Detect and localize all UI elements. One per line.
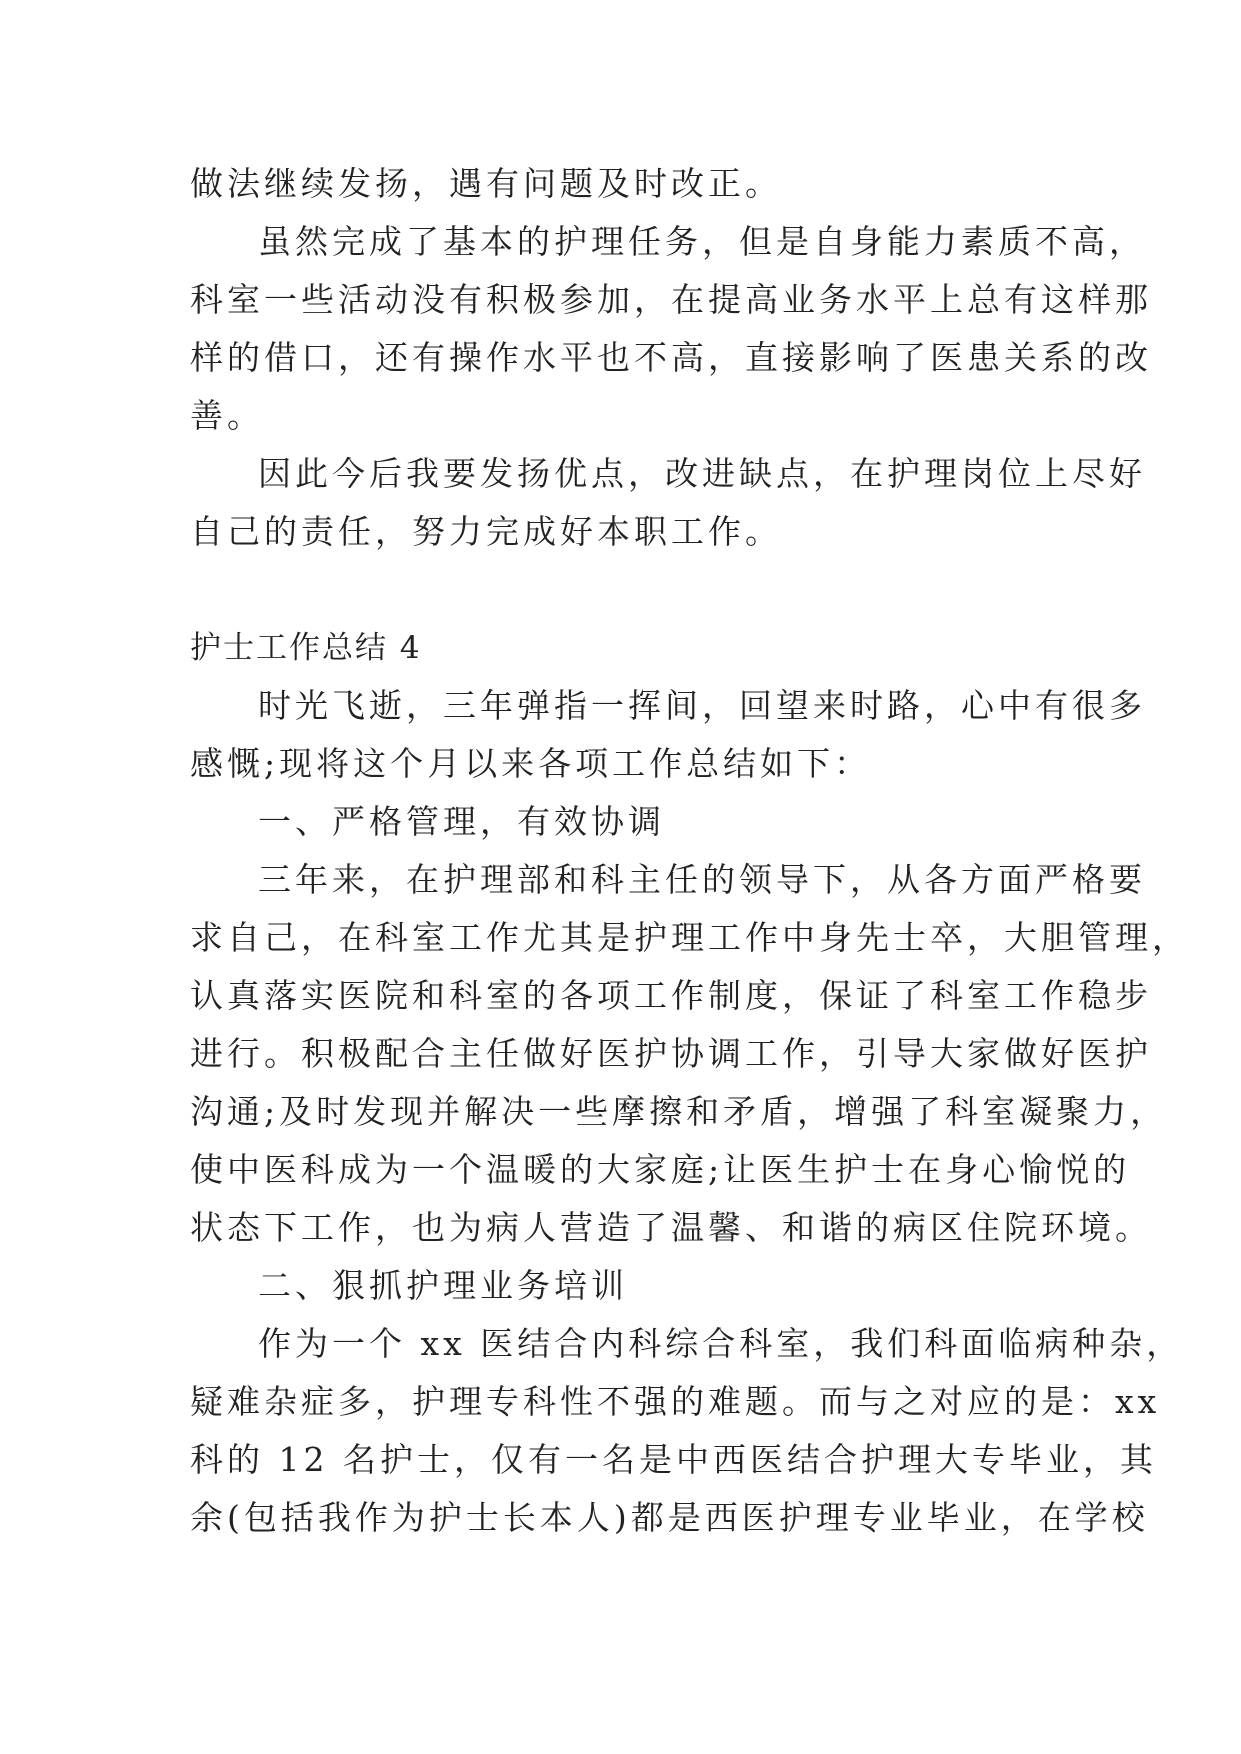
text-line: 使中医科成为一个温暖的大家庭;让医生护士在身心愉悦的 [190,1150,1131,1189]
text-line: 善。 [190,396,264,435]
text-line: 余(包括我作为护士长本人)都是西医护理专业毕业，在学校 [190,1498,1149,1537]
text-line: 认真落实医院和科室的各项工作制度，保证了科室工作稳步 [190,976,1152,1015]
paragraph-start: 因此今后我要发扬优点，改进缺点，在护理岗位上尽好 [258,454,1146,493]
text-line: 感慨;现将这个月以来各项工作总结如下： [190,744,872,783]
subheading: 一、严格管理，有效协调 [258,802,665,841]
blank-line [190,561,1070,619]
paragraph-start: 三年来，在护理部和科主任的领导下，从各方面严格要 [258,860,1146,899]
text-line: 进行。积极配合主任做好医护协调工作，引导大家做好医护 [190,1034,1152,1073]
text-line: 科室一些活动没有积极参加，在提高业务水平上总有这样那 [190,280,1152,319]
paragraph-start: 虽然完成了基本的护理任务，但是自身能力素质不高， [258,222,1146,261]
text-line: 状态下工作，也为病人营造了温馨、和谐的病区住院环境。 [190,1208,1152,1247]
text-line: 疑难杂症多，护理专科性不强的难题。而与之对应的是：xx [190,1382,1161,1421]
text-line: 求自己，在科室工作尤其是护理工作中身先士卒，大胆管理， [190,918,1189,957]
text-line: 自己的责任，努力完成好本职工作。 [190,512,782,551]
section-heading: 护士工作总结 4 [190,630,422,666]
paragraph-start: 时光飞逝，三年弹指一挥间，回望来时路，心中有很多 [258,686,1146,725]
text-line: 沟通;及时发现并解决一些摩擦和矛盾，增强了科室凝聚力， [190,1092,1168,1131]
paragraph-start: 作为一个 xx 医结合内科综合科室，我们科面临病种杂， [258,1324,1184,1363]
subheading: 二、狠抓护理业务培训 [258,1266,628,1305]
text-line: 科的 12 名护士，仅有一名是中西医结合护理大专毕业，其 [190,1440,1157,1479]
text-line: 样的借口，还有操作水平也不高，直接影响了医患关系的改 [190,338,1152,377]
document-body [190,155,1189,1547]
text-line: 做法继续发扬，遇有问题及时改正。 [190,164,782,203]
